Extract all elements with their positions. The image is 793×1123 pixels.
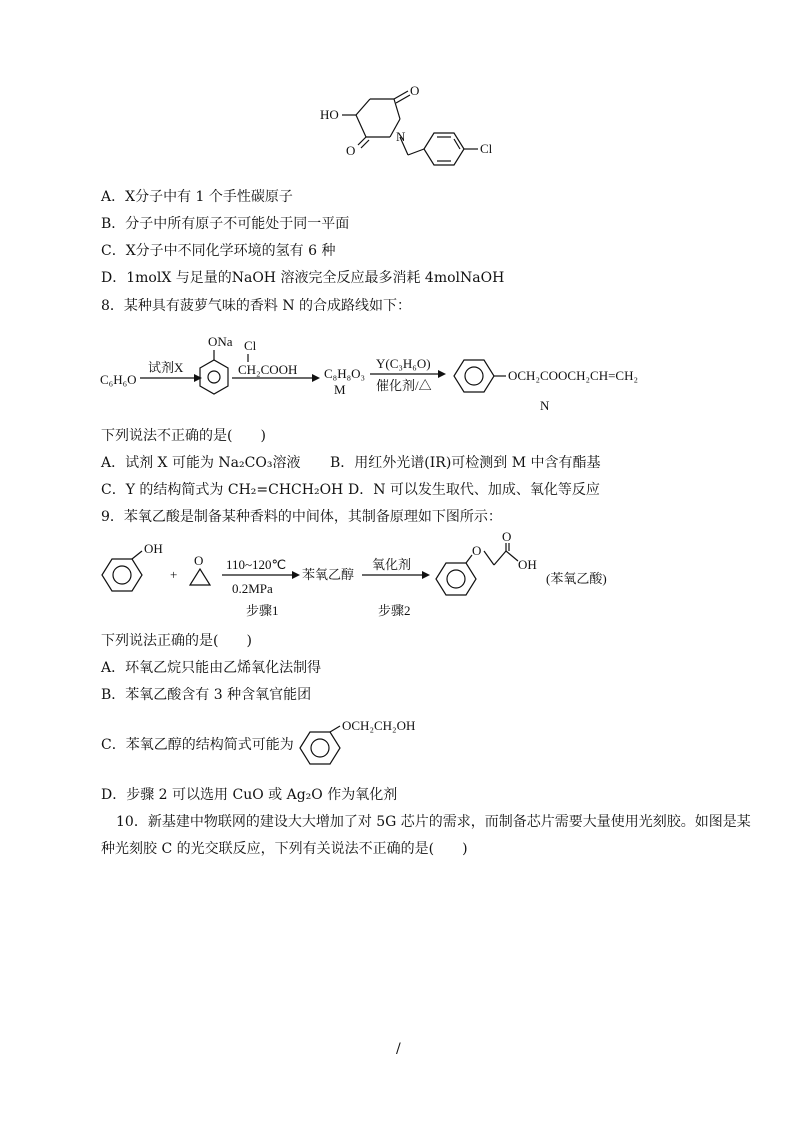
chloroacetic-acid-label: CH₂COOH <box>238 362 298 377</box>
q8-stem: 8．某种具有菠萝气味的香料 N 的合成路线如下： <box>101 298 412 314</box>
q9-question: 下列说法正确的是( ) <box>101 633 252 649</box>
q8-option-c: C．Y 的结构简式为 CH₂=CHCH₂OH <box>101 482 344 498</box>
q9-option-c: C．苯氧乙醇的结构简式可能为 <box>101 737 294 753</box>
phenoxyethanol-formula: OCH₂CH₂OH <box>342 718 416 733</box>
q10-stem-line1: 10．新基建中物联网的建设大大增加了对 5G 芯片的需求，而制备芯片需要大量使用光刻胶。如图是某 <box>116 814 751 830</box>
product-name: (苯氧乙酸) <box>546 571 607 586</box>
hydroxyl-label: HO <box>320 107 339 122</box>
compound-x-structure <box>310 85 510 175</box>
q9-option-a: A．环氧乙烷只能由乙烯氧化法制得 <box>101 660 322 676</box>
plus-sign: + <box>170 567 178 582</box>
q9-option-b: B．苯氧乙酸含有 3 种含氧官能团 <box>101 687 312 703</box>
oxidant-label: 氧化剂 <box>372 557 412 572</box>
q9-option-d: D．步骤 2 可以选用 CuO 或 Ag₂O 作为氧化剂 <box>101 787 398 803</box>
chlorine-label: Cl <box>244 338 257 353</box>
phenoxyethanol-structure <box>296 712 456 776</box>
step1-pressure: 0.2MPa <box>232 581 273 596</box>
catalyst-heat-label: 催化剂/△ <box>376 378 432 393</box>
n-label: N <box>540 398 550 413</box>
step1-temperature: 110~120℃ <box>226 557 287 572</box>
q9-stem: 9．苯氧乙酸是制备某种香料的中间体，其制备原理如下图所示： <box>101 509 502 525</box>
m-label: M <box>334 382 346 397</box>
q8-option-d: D．N 可以发生取代、加成、氧化等反应 <box>348 482 600 498</box>
q8-option-b: B．用红外光谱(IR)可检测到 M 中含有酯基 <box>330 455 601 471</box>
nitrogen-label: N <box>396 129 406 144</box>
q9-reaction-scheme <box>98 529 678 620</box>
carbonyl-o-label: O <box>502 529 512 544</box>
q7-option-c: C．X分子中不同化学环境的氢有 6 种 <box>101 243 336 259</box>
q8-synthesis-scheme <box>98 330 698 420</box>
step2-label: 步骤2 <box>378 603 411 618</box>
q7-option-b: B．分子中所有原子不可能处于同一平面 <box>101 216 350 232</box>
ona-label: ONa <box>208 334 233 349</box>
chlorine-label: Cl <box>480 141 493 156</box>
q8-option-a: A．试剂 X 可能为 Na₂CO₃溶液 <box>101 455 301 471</box>
q10-stem-line2: 种光刻胶 C 的光交联反应，下列有关说法不正确的是( ) <box>101 841 468 857</box>
epoxide-o-label: O <box>194 553 204 568</box>
ether-o-label: O <box>472 543 482 558</box>
q7-option-d: D．1molX 与足量的NaOH 溶液完全反应最多消耗 4molNaOH <box>101 270 505 286</box>
reagent-x-label: 试剂X <box>148 360 184 375</box>
product-n-formula: OCH₂COOCH₂CH=CH₂ <box>508 368 638 383</box>
acid-oh-label: OH <box>518 557 537 572</box>
carbonyl-o-label: O <box>410 83 420 98</box>
start-formula: C₆H₆O <box>100 372 137 387</box>
m-formula: C₈H₈O₃ <box>324 366 366 381</box>
carbonyl-o-label: O <box>346 143 356 158</box>
intermediate-name: 苯氧乙醇 <box>302 567 355 582</box>
phenol-oh-label: OH <box>144 541 163 556</box>
q7-option-a: A．X分子中有 1 个手性碳原子 <box>101 189 293 205</box>
reagent-y-label: Y(C₃H₆O) <box>376 356 431 371</box>
step1-label: 步骤1 <box>246 603 279 618</box>
page-mark: / <box>396 1041 401 1057</box>
q8-question: 下列说法不正确的是( ) <box>101 428 266 444</box>
